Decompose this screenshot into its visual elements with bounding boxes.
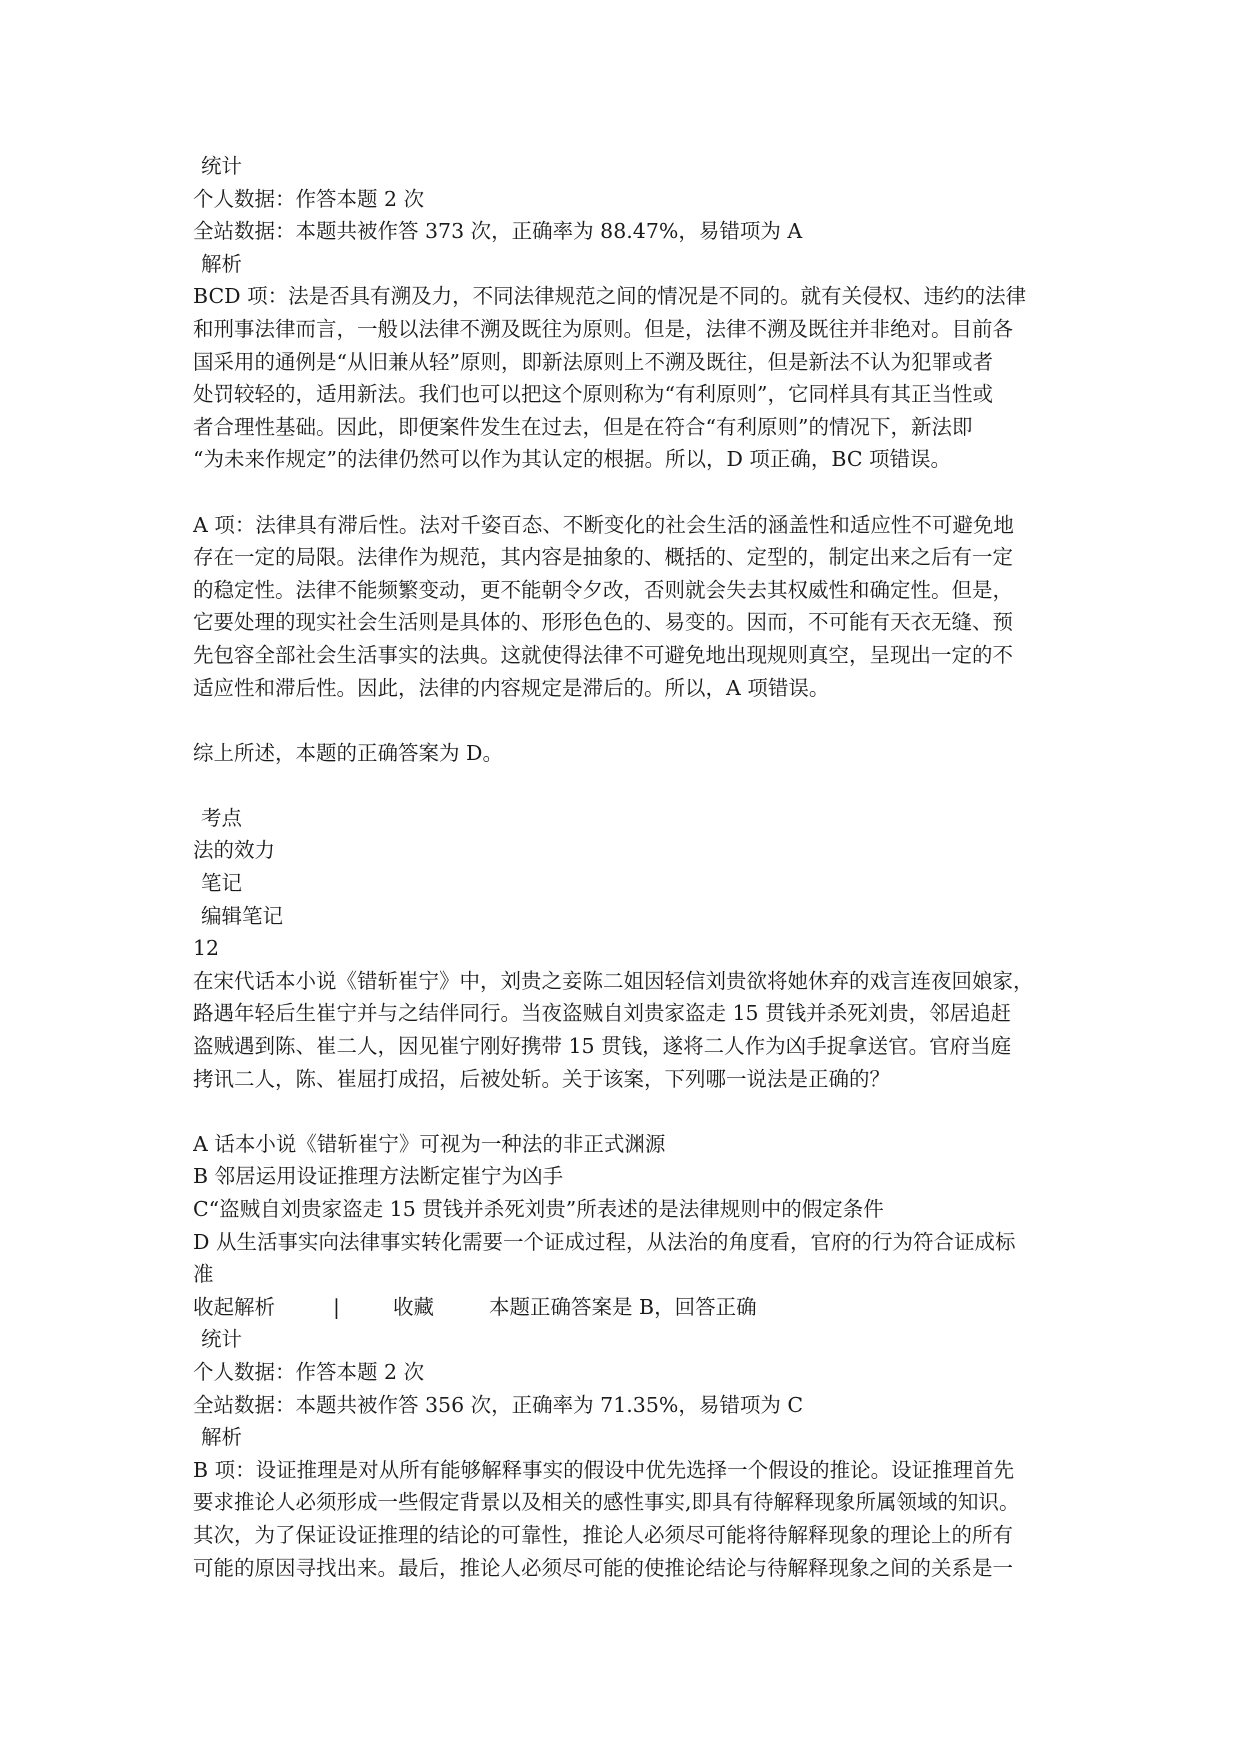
q11-edit-notes-link[interactable]: 编辑笔记 <box>201 903 283 928</box>
q11-knowledge-point-heading: 考点 <box>201 805 242 830</box>
q12-site-stats: 全站数据：本题共被作答 356 次，正确率为 71.35%，易错项为 C <box>193 1392 804 1417</box>
collect-link[interactable]: 收藏 <box>393 1294 434 1319</box>
q11-personal-stats: 个人数据：作答本题 2 次 <box>193 186 425 211</box>
q11-analysis-paragraph-bcd <box>193 280 1073 476</box>
q12-option-b[interactable]: B 邻居运用设证推理方法断定崔宁为凶手 <box>193 1164 564 1189</box>
q12-action-bar <box>193 1291 1073 1324</box>
q11-knowledge-point-value: 法的效力 <box>193 838 275 863</box>
text-line: 可能的原因寻找出来。最后，推论人必须尽可能的使推论结论与待解释现象之间的关系是一 <box>193 1555 1013 1580</box>
text-line: 国采用的通例是“从旧兼从轻”原则，即新法原则上不溯及既往，但是新法不认为犯罪或者 <box>193 349 993 374</box>
q12-options <box>193 1128 1073 1291</box>
text-line: 处罚较轻的，适用新法。我们也可以把这个原则称为“有利原则”，它同样具有其正当性或 <box>193 382 993 407</box>
text-line: “为未来作规定”的法律仍然可以作为其认定的根据。所以，D 项正确，BC 项错误。 <box>193 447 952 472</box>
q11-conclusion: 综上所述，本题的正确答案为 D。 <box>193 740 503 765</box>
collapse-analysis-link[interactable]: 收起解析 <box>193 1294 275 1319</box>
q12-stats-heading: 统计 <box>201 1327 242 1352</box>
text-line: 先包容全部社会生活事实的法典。这就使得法律不可避免地出现规则真空，呈现出一定的不 <box>193 642 1013 667</box>
q12-option-a[interactable]: A 话本小说《错斩崔宁》可视为一种法的非正式渊源 <box>193 1131 666 1156</box>
text-line: 的稳定性。法律不能频繁变动，更不能朝令夕改，否则就会失去其权威性和确定性。但是， <box>193 577 1013 602</box>
q11-analysis-paragraph-a <box>193 509 1073 705</box>
q11-analysis-heading: 解析 <box>201 251 242 276</box>
correct-answer-text: 本题正确答案是 B，回答正确 <box>489 1294 757 1319</box>
q11-site-stats: 全站数据：本题共被作答 373 次，正确率为 88.47%，易错项为 A <box>193 219 803 244</box>
text-line: BCD 项：法是否具有溯及力，不同法律规范之间的情况是不同的。就有关侵权、违约的法律 <box>193 284 1027 309</box>
spacer <box>193 476 1073 509</box>
q12-question-stem <box>193 965 1073 1095</box>
document-page <box>193 150 1073 1584</box>
q12-option-d-continued[interactable]: 准 <box>193 1262 214 1287</box>
text-line: 和刑事法律而言，一般以法律不溯及既往为原则。但是，法律不溯及既往并非绝对。目前各 <box>193 316 1013 341</box>
text-line: 拷讯二人，陈、崔屈打成招，后被处斩。关于该案，下列哪一说法是正确的？ <box>193 1066 890 1091</box>
text-line: A 项：法律具有滞后性。法对千姿百态、不断变化的社会生活的涵盖性和适应性不可避免地 <box>193 512 1014 537</box>
q12-number: 12 <box>193 936 220 961</box>
q12-analysis-heading: 解析 <box>201 1425 242 1450</box>
text-line: 路遇年轻后生崔宁并与之结伴同行。当夜盗贼自刘贵家盗走 15 贯钱并杀死刘贵，邻居追赶 <box>193 1001 1012 1026</box>
q12-personal-stats: 个人数据：作答本题 2 次 <box>193 1359 425 1384</box>
q11-stats-heading: 统计 <box>201 154 242 178</box>
q11-notes-heading: 笔记 <box>201 871 242 896</box>
spacer <box>193 704 1073 737</box>
text-line: B 项：设证推理是对从所有能够解释事实的假设中优先选择一个假设的推论。设证推理首先 <box>193 1457 1015 1482</box>
spacer <box>193 769 1073 802</box>
text-line: 存在一定的局限。法律作为规范，其内容是抽象的、概括的、定型的，制定出来之后有一定 <box>193 545 1013 570</box>
text-line: 者合理性基础。因此，即便案件发生在过去，但是在符合“有利原则”的情况下，新法即 <box>193 414 973 439</box>
q12-option-c[interactable]: C“盗贼自刘贵家盗走 15 贯钱并杀死刘贵”所表述的是法律规则中的假定条件 <box>193 1197 884 1221</box>
text-line: 其次，为了保证设证推理的结论的可靠性，推论人必须尽可能将待解释现象的理论上的所有 <box>193 1522 1013 1547</box>
text-line: 在宋代话本小说《错斩崔宁》中，刘贵之妾陈二姐因轻信刘贵欲将她休弃的戏言连夜回娘家， <box>193 968 1034 993</box>
spacer <box>193 1095 1073 1128</box>
text-line: 适应性和滞后性。因此，法律的内容规定是滞后的。所以，A 项错误。 <box>193 675 830 700</box>
text-line: 要求推论人必须形成一些假定背景以及相关的感性事实,即具有待解释现象所属领域的知识。 <box>193 1490 1020 1515</box>
text-line: 盗贼遇到陈、崔二人，因见崔宁刚好携带 15 贯钱，遂将二人作为凶手捉拿送官。官府当庭 <box>193 1034 1012 1059</box>
q12-option-d[interactable]: D 从生活事实向法律事实转化需要一个证成过程，从法治的角度看，官府的行为符合证成标 <box>193 1229 1016 1254</box>
q12-analysis-paragraph-b <box>193 1454 1073 1584</box>
text-line: 它要处理的现实社会生活则是具体的、形形色色的、易变的。因而，不可能有天衣无缝、预 <box>193 610 1013 635</box>
separator: | <box>333 1294 340 1319</box>
